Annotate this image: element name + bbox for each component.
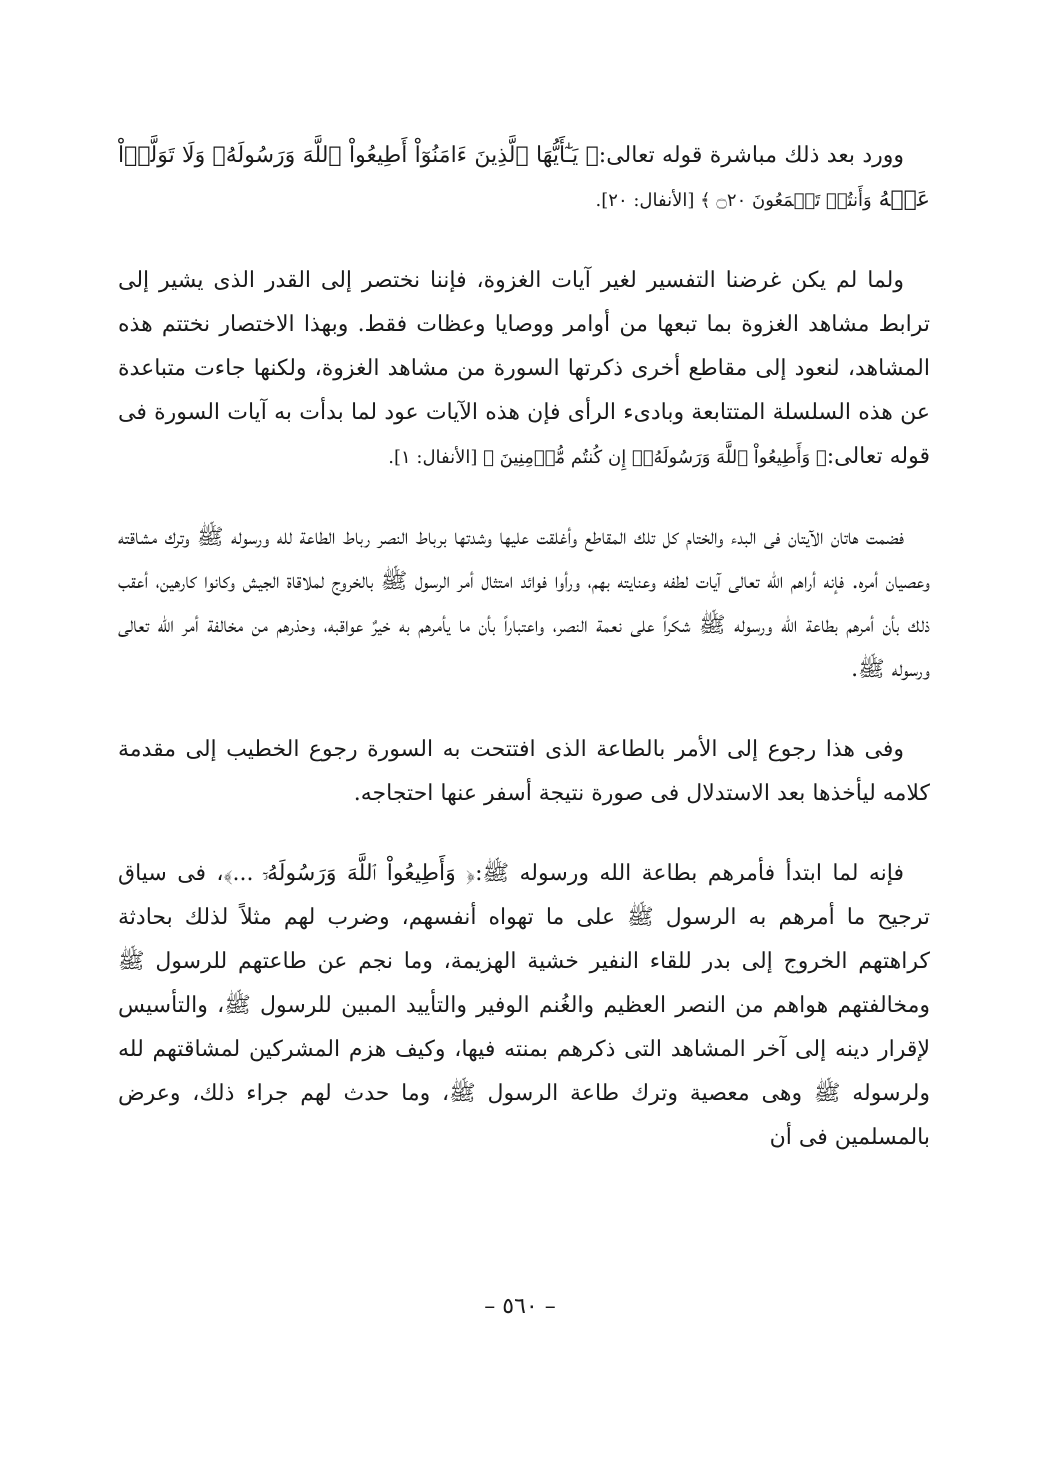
paragraph-3-text: فضمت هاتان الآيتان فى البدء والختام كل تلك المقاطع وأغلقت عليها وشدتها برباط النصر رباط الطاعة لله ورسوله ﷺ وترك مشاقته وعصيان أمره. فإنه أراهم الله تعالى آيات لطفه وعنايته بهم، ورأوا فوائد امتثال أمر الرسول ﷺ بالخروج لملاقاة الجيش وكانوا كارهين، أعقب ذلك بأن أمرهم بطاعة الله ورسوله ﷺ شكراً على نعمة النصر، واعتباراً بأن ما يأمرهم به خيرٌ عواقبه، وحذرهم من مخالفة أمر الله تعالى ورسوله ﷺ. — [118, 525, 930, 682]
paragraph-5-text: فإنه لما ابتدأ فأمرهم بطاعة الله ورسوله ﷺ:﴿ وَأَطِيعُواْ ٱللَّهَ وَرَسُولَهُۥٓ ...﴾، فى سياق ترجيح ما أمرهم به الرسول ﷺ على ما تهواه أنفسهم، وضرب لهم مثلاً لذلك بحادثة كراهتهم الخروج إلى بدر للقاء النفير خشية الهزيمة، وما نجم عن طاعتهم للرسول ﷺ ومخالفتهم هواهم من النصر العظيم والغُنم الوفير والتأييد المبين للرسول ﷺ، والتأسيس لإقرار دينه إلى آخر المشاهد التى ذكرهم بمنته فيها، وكيف هزم المشركين لمشاقتهم لله ولرسوله ﷺ وهى معصية وترك طاعة الرسول ﷺ، وما حدث لهم جراء ذلك، وعرض بالمسلمين فى أن — [118, 861, 931, 1150]
paragraph-2-text: ولما لم يكن غرضنا التفسير لغير آيات الغزوة، فإننا نختصر إلى القدر الذى يشير إلى ترابط مشاهد الغزوة بما تبعها من أوامر ووصايا وعظات فقط. وبهذا الاختصار نختتم هذه المشاهد، لنعود إلى مقاطع أخرى ذكرتها السورة من مشاهد الغزوة، ولكنها جاءت متباعدة عن هذه السلسلة المتتابعة وبادىء الرأى فإن هذه الآيات عود لما بدأت به آيات السورة فى قوله تعالى: — [118, 268, 930, 469]
body-text — [118, 134, 930, 1196]
paragraph-2-citation: ﴿ وَأَطِيعُواْ ٱللَّهَ وَرَسُولَهُۥٓ إِن كُنتُم مُّؤۡمِنِينَ ﴾ [الأنفال: ١]. — [388, 447, 827, 468]
paragraph-3 — [118, 516, 930, 692]
page-number: – ٥٦٠ – — [484, 1294, 556, 1319]
paragraph-2 — [118, 259, 930, 480]
paragraph-1-text: وورد بعد ذلك مباشرة قوله تعالى:﴿ يَـٰٓأَيُّهَا ٱلَّذِينَ ءَامَنُوٓاْ أَطِيعُواْ ٱللَّهَ وَرَسُولَهُۥ وَلَا تَوَلَّوۡاْ عَنۡهُ — [118, 143, 930, 212]
paragraph-4-text: وفى هذا رجوع إلى الأمر بالطاعة الذى افتتحت به السورة رجوع الخطيب إلى مقدمة كلامه ليأخذها بعد الاستدلال فى صورة نتيجة أسفر عنها احتجاجه. — [118, 737, 930, 806]
paragraph-1-citation: وَأَنتُمۡ تَسۡمَعُونَ ۝٢٠ ﴾ [الأنفال: ٢٠]. — [595, 190, 872, 211]
paragraph-1 — [118, 134, 930, 223]
paragraph-4 — [118, 728, 930, 816]
paragraph-5 — [118, 852, 930, 1160]
